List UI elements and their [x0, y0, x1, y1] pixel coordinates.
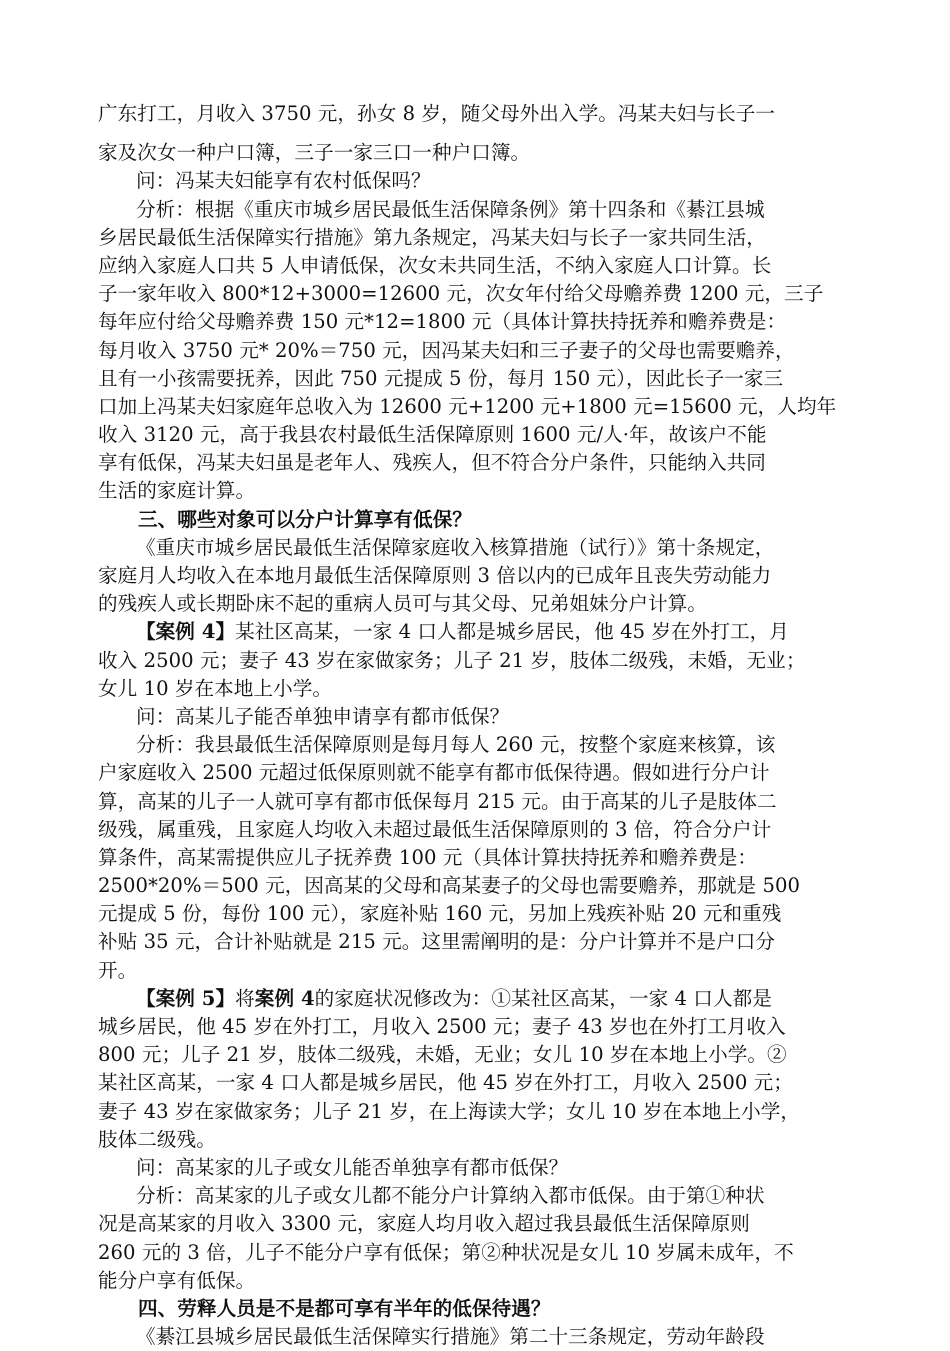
text-line: 子一家年收入 800*12+3000=12600 元，次女年付给父母赡养费 1200 元，三子 [98, 282, 824, 306]
case-4-line [98, 618, 858, 646]
case-5-text-a: 将 [235, 986, 255, 1010]
text-line: 肢体二级残。 [98, 1127, 216, 1151]
text-line: 家庭月人均收入在本地月最低生活保障原则 3 倍以内的已成年且丧失劳动能力 [98, 564, 772, 587]
text-line: 算条件，高某需提供应儿子抚养费 100 元（具体计算扶持抚养和赡养费是： [98, 845, 758, 869]
text-line: 户家庭收入 2500 元超过低保原则就不能享有都市低保待遇。假如进行分户计 [98, 761, 770, 785]
question-line: 问：高某家的儿子或女儿能否单独享有都市低保？ [136, 1155, 569, 1179]
analysis-line: 分析：高某家的儿子或女儿都不能分户计算纳入都市低保。由于第①种状 [136, 1184, 765, 1208]
text-line: 享有低保，冯某夫妇虽是老年人、残疾人，但不符合分户条件，只能纳入共同 [98, 451, 766, 475]
analysis-line: 分析：我县最低生活保障原则是每月每人 260 元，按整个家庭来核算，该 [136, 733, 776, 757]
text-line: 800 元；儿子 21 岁，肢体二级残，未婚，无业；女儿 10 岁在本地上小学。② [98, 1043, 787, 1067]
text-line: 每月收入 3750 元* 20%＝750 元，因冯某夫妇和三子妻子的父母也需要赡养， [98, 338, 795, 362]
text-line: 开。 [98, 958, 138, 982]
section-heading-4: 四、劳释人员是不是都可享有半年的低保待遇？ [138, 1296, 551, 1320]
text-line: 广东打工，月收入 3750 元，孙女 8 岁，随父母外出入学。冯某夫妇与长子一 [98, 102, 776, 125]
text-line: 口加上冯某夫妇家庭年总收入为 12600 元+1200 元+1800 元=15600 元，人均年 [98, 394, 837, 418]
text-line: 生活的家庭计算。 [98, 479, 256, 503]
text-line: 《重庆市城乡居民最低生活保障家庭收入核算措施（试行）》第十条规定， [136, 535, 775, 559]
text-line: 某社区高某，一家 4 口人都是城乡居民，他 45 岁在外打工，月收入 2500 元； [98, 1071, 793, 1095]
section-heading-3: 三、哪些对象可以分户计算享有低保？ [138, 507, 472, 531]
text-line: 元提成 5 份，每份 100 元），家庭补贴 160 元，另加上残疾补贴 20 元和重残 [98, 902, 782, 926]
text-line: 级残，属重残，且家庭人均收入未超过最低生活保障原则的 3 倍，符合分户计 [98, 817, 772, 841]
case-5-line [98, 985, 858, 1013]
text-line: 算，高某的儿子一人就可享有都市低保每月 215 元。由于高某的儿子是肢体二 [98, 789, 777, 813]
text-line: 应纳入家庭人口共 5 人申请低保，次女未共同生活，不纳入家庭人口计算。长 [98, 253, 772, 277]
question-line: 问：冯某夫妇能享有农村低保吗？ [136, 169, 431, 193]
text-line: 且有一小孩需要抚养，因此 750 元提成 5 份，每月 150 元），因此长子一家三 [98, 366, 784, 390]
text-line: 况是高某家的月收入 3300 元，家庭人均月收入超过我县最低生活保障原则 [98, 1212, 750, 1236]
text-line: 收入 3120 元，高于我县农村最低生活保障原则 1600 元/人·年，故该户不能 [98, 423, 767, 447]
text-line: 家及次女一种户口簿，三子一家三口一种户口簿。 [98, 141, 531, 165]
text-line: 乡居民最低生活保障实行措施》第九条规定，冯某夫妇与长子一家共同生活， [98, 225, 766, 249]
text-line: 的残疾人或长期卧床不起的重病人员可与其父母、兄弟姐妹分户计算。 [98, 592, 707, 616]
analysis-line: 分析：根据《重庆市城乡居民最低生活保障条例》第十四条和《綦江县城 [136, 197, 765, 221]
document-page [98, 100, 858, 1351]
text-line: 《綦江县城乡居民最低生活保障实行措施》第二十三条规定，劳动年龄段 [136, 1325, 765, 1349]
case-5-text-b: 的家庭状况修改为：①某社区高某，一家 4 口人都是 [314, 986, 772, 1010]
text-line: 2500*20%＝500 元，因高某的父母和高某妻子的父母也需要赡养，那就是 500 [98, 874, 801, 898]
text-line: 女儿 10 岁在本地上小学。 [98, 676, 333, 700]
text-line: 城乡居民，他 45 岁在外打工，月收入 2500 元；妻子 43 岁也在外打工月收入 [98, 1015, 786, 1038]
text-line: 260 元的 3 倍，儿子不能分户享有低保；第②种状况是女儿 10 岁属未成年，不 [98, 1240, 794, 1264]
text-line: 妻子 43 岁在家做家务；儿子 21 岁，在上海读大学；女儿 10 岁在本地上小学， [98, 1099, 801, 1123]
question-line: 问：高某儿子能否单独申请享有都市低保？ [136, 704, 510, 728]
text-line: 能分户享有低保。 [98, 1268, 256, 1292]
case-4-label: 【案例 4】 [136, 620, 236, 644]
case-4-text: 某社区高某，一家 4 口人都是城乡居民，他 45 岁在外打工，月 [235, 620, 789, 644]
text-line: 收入 2500 元；妻子 43 岁在家做家务；儿子 21 岁，肢体二级残，未婚，无业； [98, 648, 806, 672]
text-line: 每年应付给父母赡养费 150 元*12=1800 元（具体计算扶持抚养和赡养费是： [98, 310, 787, 334]
case-4-reference: 案例 4 [254, 986, 315, 1010]
case-5-label: 【案例 5】 [136, 986, 236, 1010]
text-line: 补贴 35 元，合计补贴就是 215 元。这里需阐明的是：分户计算并不是户口分 [98, 930, 776, 954]
